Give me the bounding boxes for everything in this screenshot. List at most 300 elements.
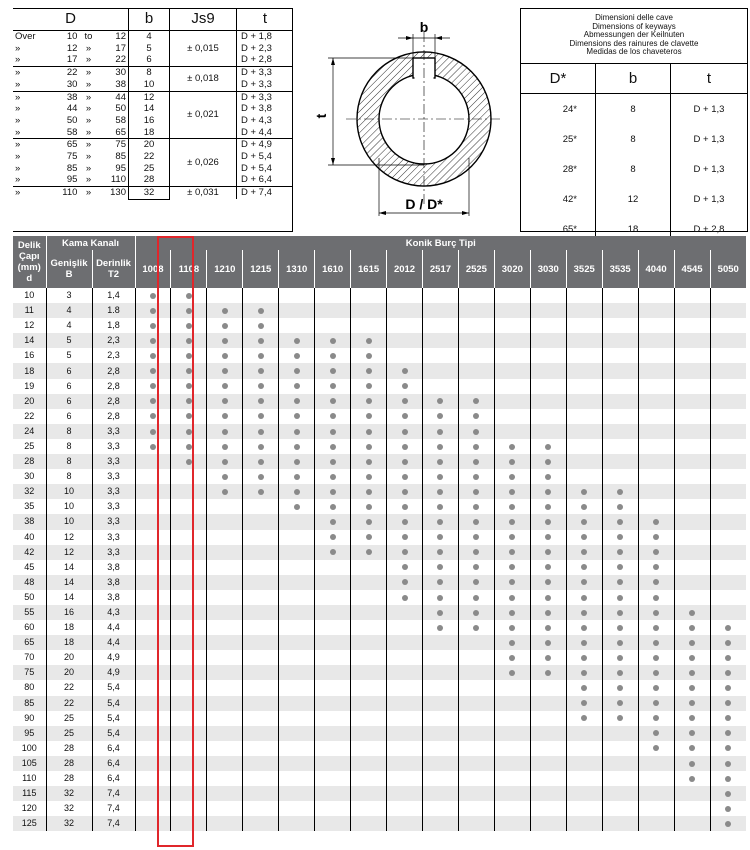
available-dot (725, 821, 731, 827)
available-dot (545, 564, 551, 570)
available-dot (330, 459, 336, 465)
availability-cell (458, 741, 494, 756)
available-dot (150, 338, 156, 344)
availability-cell (710, 816, 746, 831)
availability-cell (207, 409, 243, 424)
key-width: 22 (129, 151, 170, 163)
availability-cell (602, 424, 638, 439)
availability-cell (530, 499, 566, 514)
availability-cell (243, 288, 279, 303)
key-width: 4 (129, 31, 170, 43)
bush-type-1615: 1615 (351, 250, 387, 288)
available-dot (366, 459, 372, 465)
keyway-width: 25 (46, 711, 92, 726)
bush-type-3020: 3020 (494, 250, 530, 288)
availability-cell (710, 348, 746, 363)
bore-row (13, 484, 746, 499)
availability-cell (566, 303, 602, 318)
available-dot (366, 413, 372, 419)
bore-row (13, 514, 746, 529)
availability-cell (638, 303, 674, 318)
availability-cell (530, 560, 566, 575)
available-dot (437, 564, 443, 570)
availability-cell (710, 665, 746, 680)
exception-b: 18 (596, 214, 671, 244)
availability-cell (387, 801, 423, 816)
keyway-depth: 5,4 (92, 726, 135, 741)
availability-cell (279, 288, 315, 303)
available-dot (150, 444, 156, 450)
availability-cell (710, 696, 746, 711)
availability-cell (566, 771, 602, 786)
availability-cell (315, 484, 351, 499)
availability-cell (494, 786, 530, 801)
keyway-depth: 4,4 (92, 635, 135, 650)
key-width: 14 (129, 103, 170, 115)
keyway-width: 32 (46, 801, 92, 816)
availability-cell (315, 318, 351, 333)
available-dot (689, 715, 695, 721)
bore-diameter: 110 (13, 771, 46, 786)
bore-row (13, 635, 746, 650)
availability-cell (566, 514, 602, 529)
availability-cell (602, 665, 638, 680)
bore-row (13, 348, 746, 363)
bore-row (13, 469, 746, 484)
availability-cell (494, 530, 530, 545)
available-dot (473, 519, 479, 525)
availability-cell (315, 741, 351, 756)
depth-t: D + 2,8 (237, 54, 294, 66)
available-dot (545, 504, 551, 510)
available-dot (294, 504, 300, 510)
range-from: 75 (66, 151, 78, 163)
availability-cell (207, 711, 243, 726)
available-dot (653, 579, 659, 585)
available-dot (402, 444, 408, 450)
availability-cell (638, 680, 674, 695)
bore-row (13, 696, 746, 711)
depth-t: D + 3,3 (237, 91, 294, 103)
range-to-word: » (79, 67, 97, 79)
bore-row (13, 786, 746, 801)
availability-cell (387, 741, 423, 756)
availability-cell (171, 620, 207, 635)
availability-cell (458, 288, 494, 303)
availability-cell (387, 756, 423, 771)
available-dot (294, 338, 300, 344)
available-dot (437, 444, 443, 450)
keyway-depth: 2,8 (92, 379, 135, 394)
range-from: 17 (66, 54, 78, 66)
availability-cell (315, 771, 351, 786)
bush-type-1008: 1008 (135, 250, 171, 288)
availability-cell (243, 333, 279, 348)
availability-cell (458, 756, 494, 771)
availability-cell (458, 545, 494, 560)
availability-cell (171, 318, 207, 333)
availability-cell (674, 394, 710, 409)
availability-cell (171, 741, 207, 756)
availability-cell (207, 545, 243, 560)
availability-cell (243, 348, 279, 363)
bore-row (13, 545, 746, 560)
availability-cell (674, 620, 710, 635)
availability-cell (423, 575, 459, 590)
availability-cell (423, 379, 459, 394)
range-to-word: » (79, 139, 97, 151)
exception-row (521, 94, 747, 125)
keyway-depth: 2,3 (92, 348, 135, 363)
availability-cell (171, 454, 207, 469)
available-dot (150, 429, 156, 435)
range-prefix: » (15, 151, 21, 163)
availability-cell (530, 303, 566, 318)
availability-cell (638, 620, 674, 635)
availability-cell (674, 696, 710, 711)
availability-cell (674, 303, 710, 318)
available-dot (222, 459, 228, 465)
availability-cell (638, 665, 674, 680)
availability-cell (171, 680, 207, 695)
keyway-width: 12 (46, 530, 92, 545)
available-dot (258, 338, 264, 344)
availability-cell (494, 348, 530, 363)
key-width: 5 (129, 43, 170, 55)
availability-cell (566, 288, 602, 303)
availability-cell (207, 439, 243, 454)
availability-cell (530, 786, 566, 801)
availability-cell (494, 711, 530, 726)
availability-cell (602, 288, 638, 303)
available-dot (509, 670, 515, 676)
availability-cell (458, 650, 494, 665)
availability-cell (458, 424, 494, 439)
available-dot (402, 534, 408, 540)
keyway-depth: 3,3 (92, 545, 135, 560)
available-dot (402, 474, 408, 480)
key-width: 10 (129, 79, 170, 91)
exception-d: 42* (562, 193, 577, 205)
keyway-depth: 6,4 (92, 771, 135, 786)
bush-type-3030: 3030 (530, 250, 566, 288)
keyway-width: 4 (46, 318, 92, 333)
header-b: b (596, 64, 671, 94)
availability-cell (171, 590, 207, 605)
availability-cell (458, 363, 494, 378)
availability-cell (243, 786, 279, 801)
availability-cell (674, 665, 710, 680)
available-dot (653, 549, 659, 555)
availability-cell (710, 530, 746, 545)
availability-cell (638, 726, 674, 741)
availability-cell (494, 394, 530, 409)
availability-cell (710, 801, 746, 816)
availability-cell (207, 650, 243, 665)
keyway-depth: 7,4 (92, 801, 135, 816)
available-dot (617, 549, 623, 555)
bore-diameter: 85 (13, 696, 46, 711)
availability-cell (171, 288, 207, 303)
availability-cell (207, 605, 243, 620)
availability-cell (710, 514, 746, 529)
availability-cell (458, 771, 494, 786)
range-to: 38 (115, 78, 126, 90)
available-dot (581, 685, 587, 691)
availability-cell (279, 545, 315, 560)
availability-cell (530, 635, 566, 650)
availability-cell (315, 379, 351, 394)
availability-cell (387, 530, 423, 545)
availability-cell (494, 424, 530, 439)
availability-cell (387, 424, 423, 439)
availability-cell (638, 514, 674, 529)
availability-cell (351, 801, 387, 816)
availability-cell (387, 303, 423, 318)
availability-cell (458, 786, 494, 801)
title-line-en: Dimensions of keyways (592, 21, 676, 31)
availability-cell (602, 514, 638, 529)
availability-cell (638, 348, 674, 363)
availability-cell (458, 711, 494, 726)
available-dot (186, 338, 192, 344)
available-dot (222, 383, 228, 389)
availability-cell (494, 514, 530, 529)
availability-cell (602, 394, 638, 409)
available-dot (186, 444, 192, 450)
availability-cell (602, 816, 638, 831)
available-dot (581, 519, 587, 525)
availability-cell (279, 560, 315, 575)
bush-type-5050: 5050 (710, 250, 746, 288)
availability-cell (674, 409, 710, 424)
bore-diameter: 20 (13, 394, 46, 409)
availability-cell (279, 409, 315, 424)
keyway-row (13, 139, 293, 151)
availability-cell (315, 575, 351, 590)
header-keyway: Kama Kanalı (46, 236, 135, 250)
availability-cell (458, 469, 494, 484)
availability-cell (710, 303, 746, 318)
availability-cell (387, 348, 423, 363)
bore-row (13, 394, 746, 409)
available-dot (689, 730, 695, 736)
keyway-width: 32 (46, 816, 92, 831)
available-dot (402, 504, 408, 510)
available-dot (653, 670, 659, 676)
availability-cell (243, 801, 279, 816)
availability-cell (674, 484, 710, 499)
availability-cell (279, 801, 315, 816)
available-dot (473, 444, 479, 450)
availability-cell (207, 741, 243, 756)
keyway-depth: 7,4 (92, 786, 135, 801)
available-dot (258, 413, 264, 419)
keyway-depth: 3,3 (92, 530, 135, 545)
availability-cell (494, 333, 530, 348)
availability-cell (387, 590, 423, 605)
availability-cell (423, 665, 459, 680)
availability-cell (566, 620, 602, 635)
js9-tolerance: ± 0,021 (170, 91, 237, 139)
availability-cell (207, 348, 243, 363)
availability-cell (315, 786, 351, 801)
available-dot (653, 745, 659, 751)
taper-bush-bore-table (13, 236, 746, 831)
availability-cell (494, 575, 530, 590)
availability-cell (135, 605, 171, 620)
available-dot (437, 474, 443, 480)
bush-type-1610: 1610 (315, 250, 351, 288)
availability-cell (458, 303, 494, 318)
availability-cell (351, 394, 387, 409)
keyway-depth: 1.8 (92, 303, 135, 318)
depth-t: D + 6,4 (237, 174, 294, 186)
availability-cell (207, 424, 243, 439)
availability-cell (638, 530, 674, 545)
range-from: 12 (66, 42, 78, 54)
depth-t: D + 4,4 (237, 127, 294, 139)
keyway-depth: 1,4 (92, 288, 135, 303)
availability-cell (279, 575, 315, 590)
bore-diameter: 24 (13, 424, 46, 439)
available-dot (366, 474, 372, 480)
availability-cell (279, 303, 315, 318)
available-dot (222, 474, 228, 480)
keyway-width: 6 (46, 394, 92, 409)
availability-cell (171, 726, 207, 741)
availability-cell (135, 801, 171, 816)
availability-cell (530, 665, 566, 680)
range-prefix: » (15, 162, 21, 174)
available-dot (473, 413, 479, 419)
availability-cell (171, 439, 207, 454)
available-dot (653, 685, 659, 691)
availability-cell (458, 439, 494, 454)
availability-cell (458, 816, 494, 831)
availability-cell (387, 288, 423, 303)
available-dot (509, 549, 515, 555)
availability-cell (530, 514, 566, 529)
available-dot (509, 519, 515, 525)
availability-cell (530, 756, 566, 771)
available-dot (294, 429, 300, 435)
availability-cell (135, 409, 171, 424)
bore-row (13, 605, 746, 620)
available-dot (581, 640, 587, 646)
available-dot (402, 413, 408, 419)
available-dot (617, 640, 623, 646)
availability-cell (315, 303, 351, 318)
depth-t: D + 3,3 (237, 67, 294, 79)
availability-cell (171, 801, 207, 816)
availability-cell (674, 469, 710, 484)
keyway-depth: 7,4 (92, 816, 135, 831)
available-dot (402, 564, 408, 570)
available-dot (509, 579, 515, 585)
availability-cell (710, 288, 746, 303)
availability-cell (638, 560, 674, 575)
availability-cell (638, 756, 674, 771)
keyway-depth: 3,3 (92, 484, 135, 499)
availability-cell (423, 363, 459, 378)
available-dot (330, 534, 336, 540)
available-dot (509, 564, 515, 570)
bush-type-4545: 4545 (674, 250, 710, 288)
availability-cell (566, 575, 602, 590)
range-prefix: » (13, 139, 50, 151)
available-dot (509, 640, 515, 646)
availability-cell (387, 439, 423, 454)
availability-cell (423, 454, 459, 469)
available-dot (725, 715, 731, 721)
availability-cell (387, 620, 423, 635)
keyway-width: 6 (46, 379, 92, 394)
bore-row (13, 560, 746, 575)
keyway-row (13, 79, 293, 91)
available-dot (258, 308, 264, 314)
key-width: 20 (129, 139, 170, 151)
availability-cell (279, 741, 315, 756)
availability-cell (566, 530, 602, 545)
availability-cell (387, 318, 423, 333)
available-dot (509, 459, 515, 465)
availability-cell (566, 439, 602, 454)
availability-cell (674, 756, 710, 771)
availability-cell (315, 635, 351, 650)
depth-t: D + 1,8 (237, 31, 294, 43)
availability-cell (315, 394, 351, 409)
availability-cell (279, 379, 315, 394)
bore-row (13, 454, 746, 469)
availability-cell (458, 560, 494, 575)
available-dot (545, 474, 551, 480)
bore-diameter: 14 (13, 333, 46, 348)
availability-cell (458, 333, 494, 348)
availability-cell (494, 801, 530, 816)
availability-cell (243, 394, 279, 409)
bore-diameter: 22 (13, 409, 46, 424)
availability-cell (566, 696, 602, 711)
keyway-depth: 3,3 (92, 499, 135, 514)
availability-cell (171, 514, 207, 529)
availability-cell (171, 560, 207, 575)
available-dot (150, 323, 156, 329)
availability-cell (458, 680, 494, 695)
availability-cell (638, 318, 674, 333)
title-line-fr: Dimensions des rainures de clavette (569, 38, 699, 48)
bore-row (13, 816, 746, 831)
available-dot (473, 504, 479, 510)
available-dot (545, 534, 551, 540)
availability-cell (315, 514, 351, 529)
availability-cell (458, 499, 494, 514)
available-dot (509, 474, 515, 480)
availability-cell (387, 665, 423, 680)
availability-cell (602, 499, 638, 514)
available-dot (437, 519, 443, 525)
bore-diameter: 45 (13, 560, 46, 575)
range-prefix: » (13, 91, 50, 103)
keyway-width: 28 (46, 771, 92, 786)
availability-cell (602, 696, 638, 711)
available-dot (545, 444, 551, 450)
header-d: D (13, 8, 129, 31)
availability-cell (351, 771, 387, 786)
availability-cell (207, 575, 243, 590)
availability-cell (207, 303, 243, 318)
available-dot (545, 595, 551, 601)
